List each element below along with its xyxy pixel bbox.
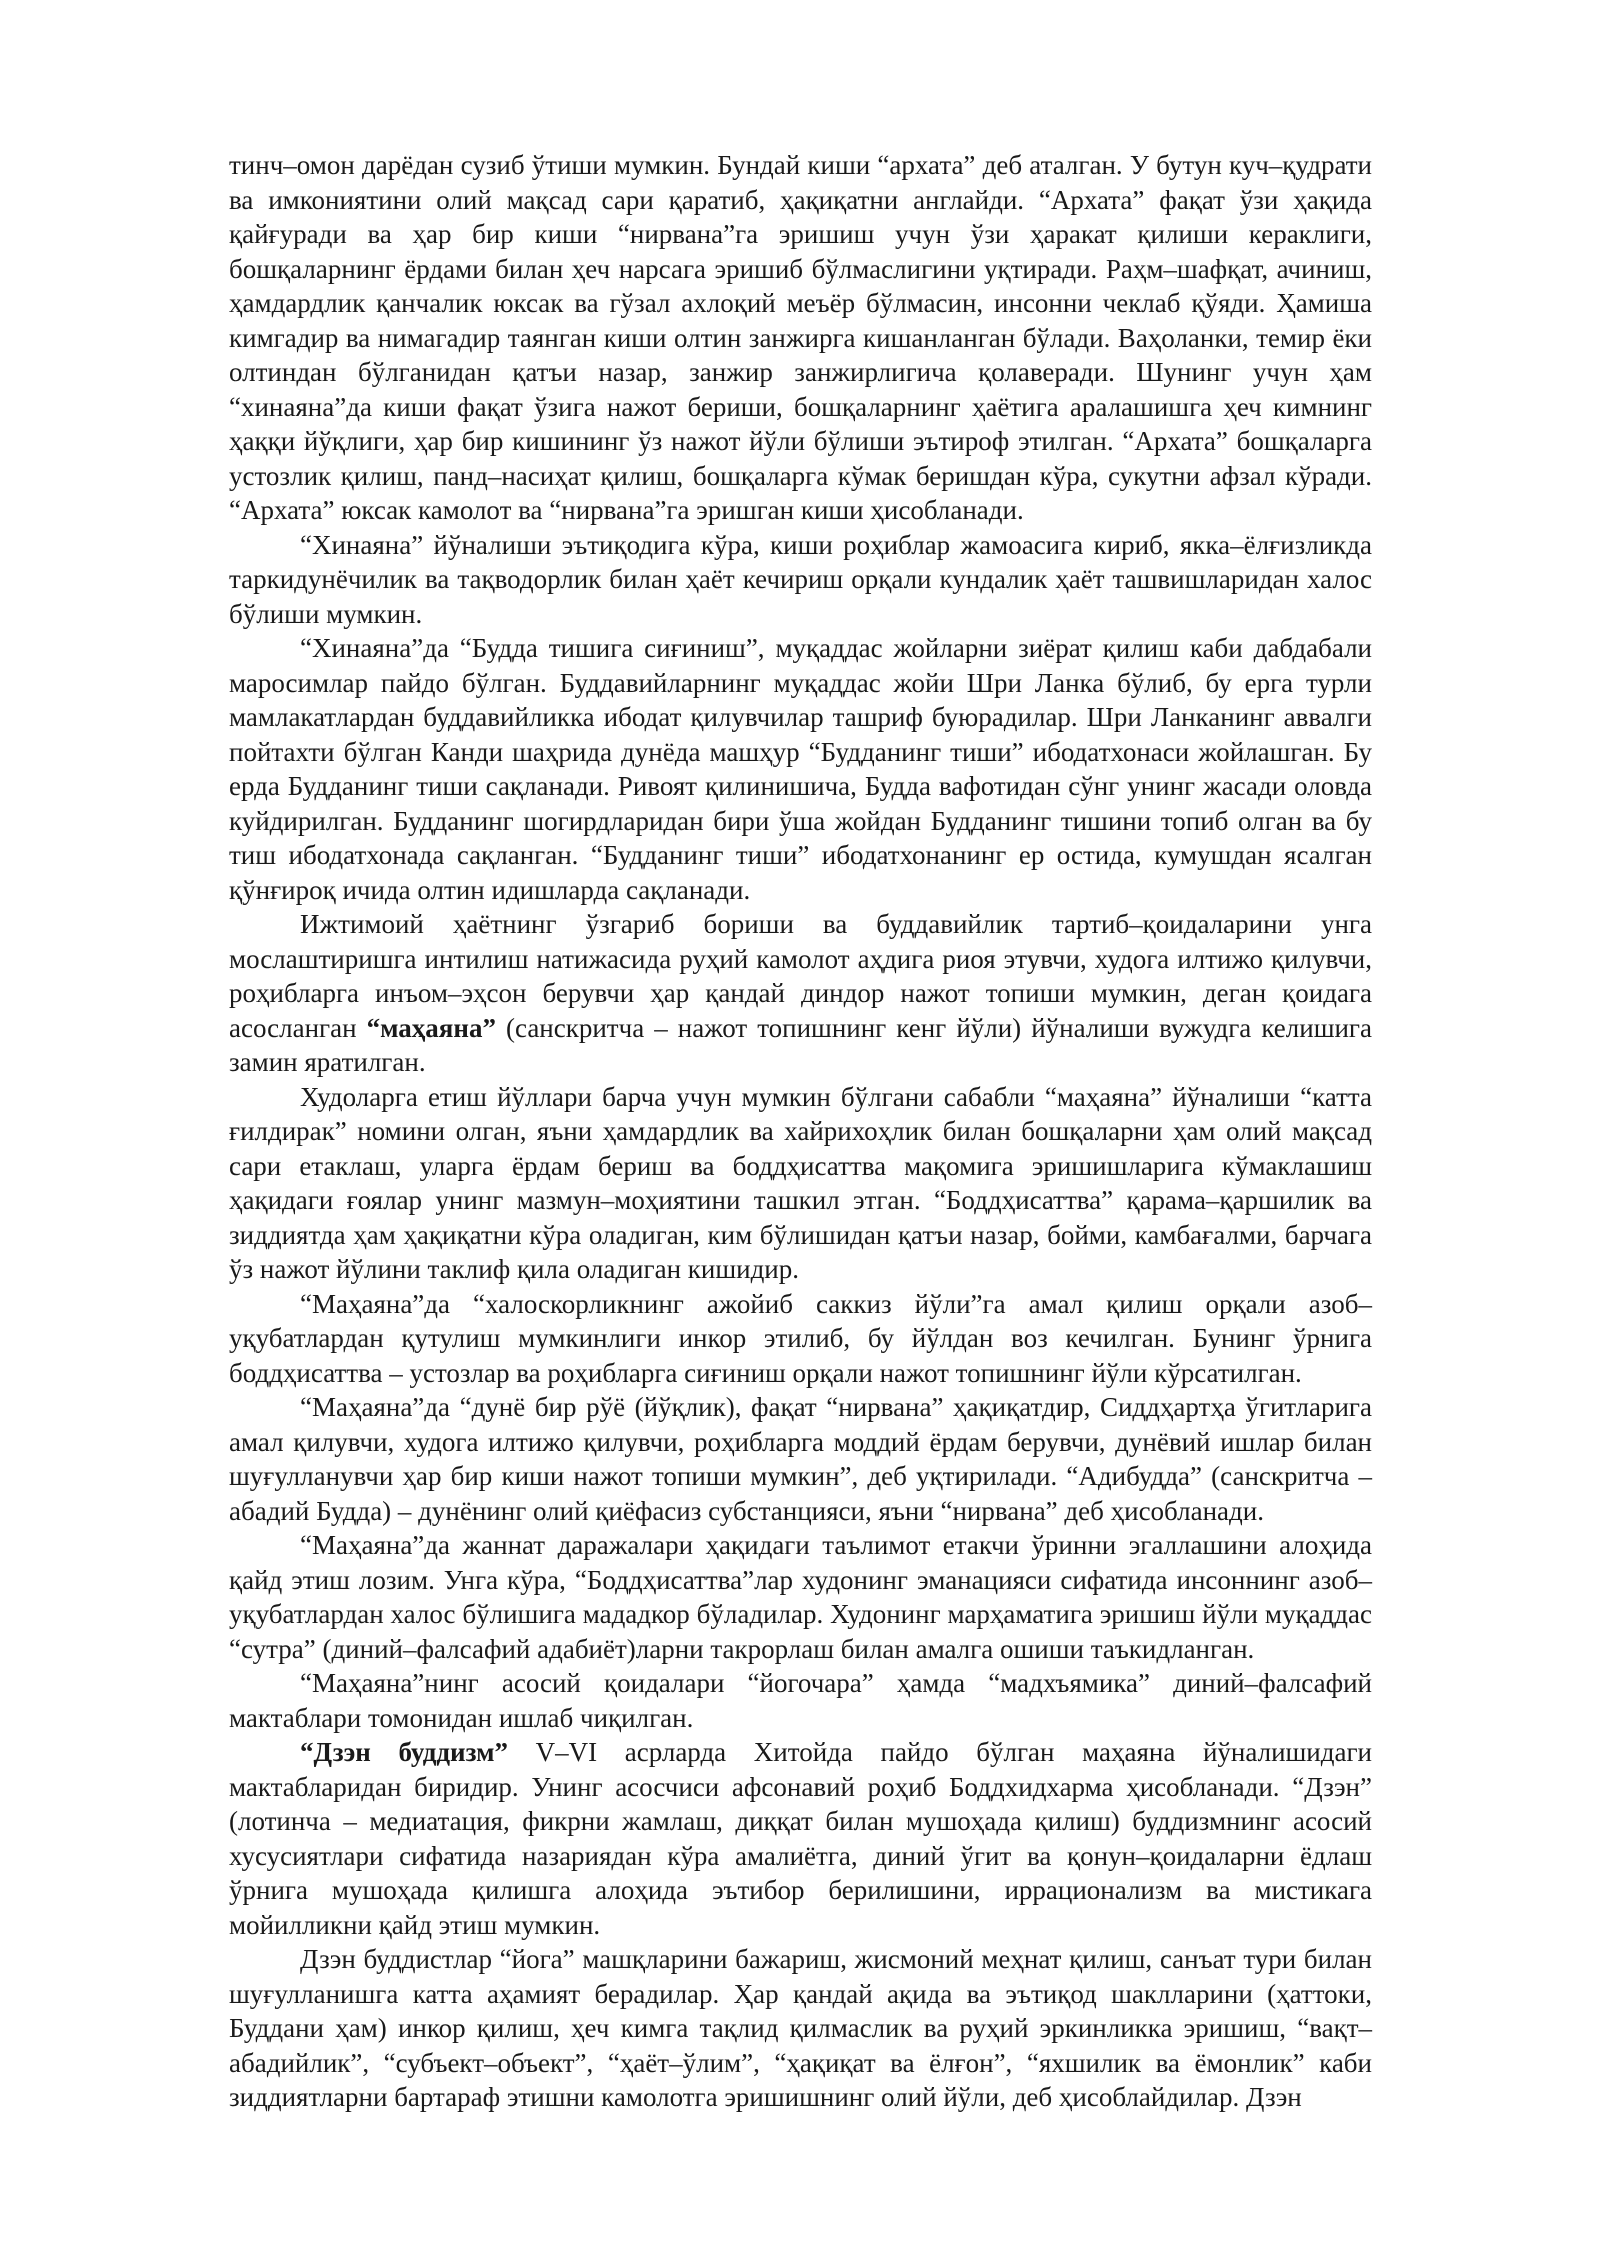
paragraph-8 (229, 1528, 1372, 1666)
paragraph-2 (229, 528, 1372, 632)
paragraph-text: “Маҳаяна”да “халоскорликнинг ажойиб саккиз йўли”га амал қилиш орқали азоб–уқубатлардан қутулиш мумкинлиги инкор этилиб, бу йўлдан воз кечилган. Бунинг ўрнига боддҳисаттва – устозлар ва роҳибларга сиғиниш орқали нажот топишнинг йўли кўрсатилган. (229, 1288, 1372, 1388)
paragraph-3 (229, 631, 1372, 907)
paragraph-6 (229, 1287, 1372, 1391)
paragraph-text: (санскритча – нажот топишнинг кенг йўли) йўналиши вужудга келишига замин яратилган. (229, 1012, 1372, 1077)
document-page (229, 148, 1372, 2115)
paragraph-4 (229, 907, 1372, 1080)
paragraph-text: Худоларга етиш йўллари барча учун мумкин бўлгани сабабли “маҳаяна” йўналиши “катта ғилдирак” номини олган, яъни ҳамдардлик ва хайрихоҳлик билан бошқаларни ҳам олий мақсад сари етаклаш, уларга ёрдам бериш ва боддҳисаттва мақомига эришишларига кўмаклашиш ҳақидаги ғоялар унинг мазмун–моҳиятини ташкил этган. “Боддҳисаттва” қарама–қаршилик ва зиддиятда ҳам ҳақиқатни кўра оладиган, ким бўлишидан қатъи назар, бойми, камбағалми, барчага ўз нажот йўлини таклиф қила оладиган кишидир. (229, 1081, 1372, 1284)
paragraph-9 (229, 1666, 1372, 1735)
paragraph-text: Ижтимоий ҳаётнинг ўзгариб бориши ва буддавийлик тартиб–қоидаларини унга мослаштиришга интилиш натижасида руҳий камолот аҳдига риоя этувчи, худога илтижо қилувчи, роҳибларга инъом–эҳсон берувчи ҳар қандай диндор нажот топиши мумкин, деган қоидага асосланган (229, 909, 1372, 1043)
paragraph-text: “Маҳаяна”да “дунё бир рўё (йўқлик), фақат “нирвана” ҳақиқатдир, Сиддҳартҳа ўгитларига амал қилувчи, худога илтижо қилувчи, роҳибларга моддий ёрдам берувчи, дунёвий ишлар билан шуғулланувчи ҳар бир киши нажот топиши мумкин”, деб уқтирилади. “Адибудда” (санскритча – абадий Будда) – дунёнинг олий қиёфасиз субстанцияси, яъни “нирвана” деб ҳисобланади. (229, 1392, 1372, 1526)
paragraph-7 (229, 1390, 1372, 1528)
paragraph-text: “Маҳаяна”нинг асосий қоидалари “йогочара” ҳамда “мадхъямика” диний–фалсафий мактаблари томонидан ишлаб чиқилган. (229, 1668, 1372, 1733)
paragraph-text: V–VI асрларда Хитойда пайдо бўлган маҳаяна йўналишидаги мактабларидан биридир. Унинг асосчиси афсонавий роҳиб Боддхидхарма ҳисобланади. “Дзэн” (лотинча – медиатация, фикрни жамлаш, диққат билан мушоҳада қилиш) буддизмнинг асосий хусусиятлари сифатида назариядан кўра амалиётга, диний ўгит ва қонун–қоидаларни ёдлаш ўрнига мушоҳада қилишга алоҳида эътибор берилишини, иррационализм ва мистикага мойилликни қайд этиш мумкин. (229, 1737, 1372, 1940)
paragraph-text: тинч–омон дарёдан сузиб ўтиши мумкин. Бундай киши “архата” деб аталган. У бутун куч–қудрати ва имкониятини олий мақсад сари қаратиб, ҳақиқатни англайди. “Архата” фақат ўзи ҳақида қайғуради ва ҳар бир киши “нирвана”га эришиш учун ўзи ҳаракат қилиши кераклиги, бошқаларнинг ёрдами билан ҳеч нарсага эришиб бўлмаслигини уқтиради. Раҳм–шафқат, ачиниш, ҳамдардлик қанчалик юксак ва гўзал ахлоқий меъёр бўлмасин, инсонни чеклаб қўяди. Ҳамиша кимгадир ва нимагадир таянган киши олтин занжирга кишанланган бўлади. Ваҳоланки, темир ёки олтиндан бўлганидан қатъи назар, занжир занжирлигича қолаверади. Шунинг учун ҳам “хинаяна”да киши фақат ўзига нажот бериши, бошқаларнинг ҳаётига аралашишга ҳеч кимнинг ҳаққи йўқлиги, ҳар бир кишининг ўз нажот йўли бўлиши эътироф этилган. “Архата” бошқаларга устозлик қилиш, панд–насиҳат қилиш, бошқаларга кўмак беришдан кўра, сукутни афзал кўради. “Архата” юксак камолот ва “нирвана”га эришган киши ҳисобланади. (229, 150, 1372, 525)
paragraph-text: “Хинаяна” йўналиши эътиқодига кўра, киши роҳиблар жамоасига кириб, якка–ёлғизликда таркидунёчилик ва тақводорлик билан ҳаёт кечириш орқали кундалик ҳаёт ташвишларидан халос бўлиши мумкин. (229, 529, 1372, 629)
paragraph-text: “Хинаяна”да “Будда тишига сиғиниш”, муқаддас жойларни зиёрат қилиш каби дабдабали маросимлар пайдо бўлган. Буддавийларнинг муқаддас жойи Шри Ланка бўлиб, бу ерга турли мамлакатлардан буддавийликка ибодат қилувчилар ташриф буюрадилар. Шри Ланканинг аввалги пойтахти бўлган Канди шаҳрида дунёда машҳур “Будданинг тиши” ибодатхонаси жойлашган. Бу ерда Будданинг тиши сақланади. Ривоят қилинишича, Будда вафотидан сўнг унинг жасади оловда куйдирилган. Будданинг шогирдларидан бири ўша жойдан Будданинг тишини топиб олган ва бу тиш ибодатхонада сақланган. “Будданинг тиши” ибодатхонанинг ер остида, кумушдан ясалган қўнғироқ ичида олтин идишларда сақланади. (229, 633, 1372, 905)
paragraph-1 (229, 148, 1372, 528)
paragraph-text: “Маҳаяна”да жаннат даражалари ҳақидаги таълимот етакчи ўринни эгаллашини алоҳида қайд этиш лозим. Унга кўра, “Боддҳисаттва”лар худонинг эманацияси сифатида инсоннинг азоб–уқубатлардан халос бўлишига мададкор бўладилар. Худонинг марҳаматига эришиш йўли муқаддас “сутра” (диний–фалсафий адабиёт)ларни такрорлаш билан амалга ошиши таъкидланган. (229, 1530, 1372, 1664)
paragraph-5 (229, 1080, 1372, 1287)
paragraph-11 (229, 1942, 1372, 2115)
paragraph-text: Дзэн буддистлар “йога” машқларини бажариш, жисмоний меҳнат қилиш, санъат тури билан шуғулланишга катта аҳамият берадилар. Ҳар қандай ақида ва эътиқод шаклларини (ҳаттоки, Буддани ҳам) инкор қилиш, ҳеч кимга тақлид қилмаслик ва руҳий эркинликка эришиш, “вақт–абадийлик”, “субъект–объект”, “ҳаёт–ўлим”, “ҳақиқат ва ёлғон”, “яхшилик ва ёмонлик” каби зиддиятларни бартараф этишни камолотга эришишнинг олий йўли, деб ҳисоблайдилар. Дзэн (229, 1944, 1372, 2112)
bold-term-mahayana: “маҳаяна” (366, 1012, 496, 1043)
bold-term-zen-buddhism: “Дзэн буддизм” (300, 1737, 508, 1767)
paragraph-10 (229, 1735, 1372, 1942)
